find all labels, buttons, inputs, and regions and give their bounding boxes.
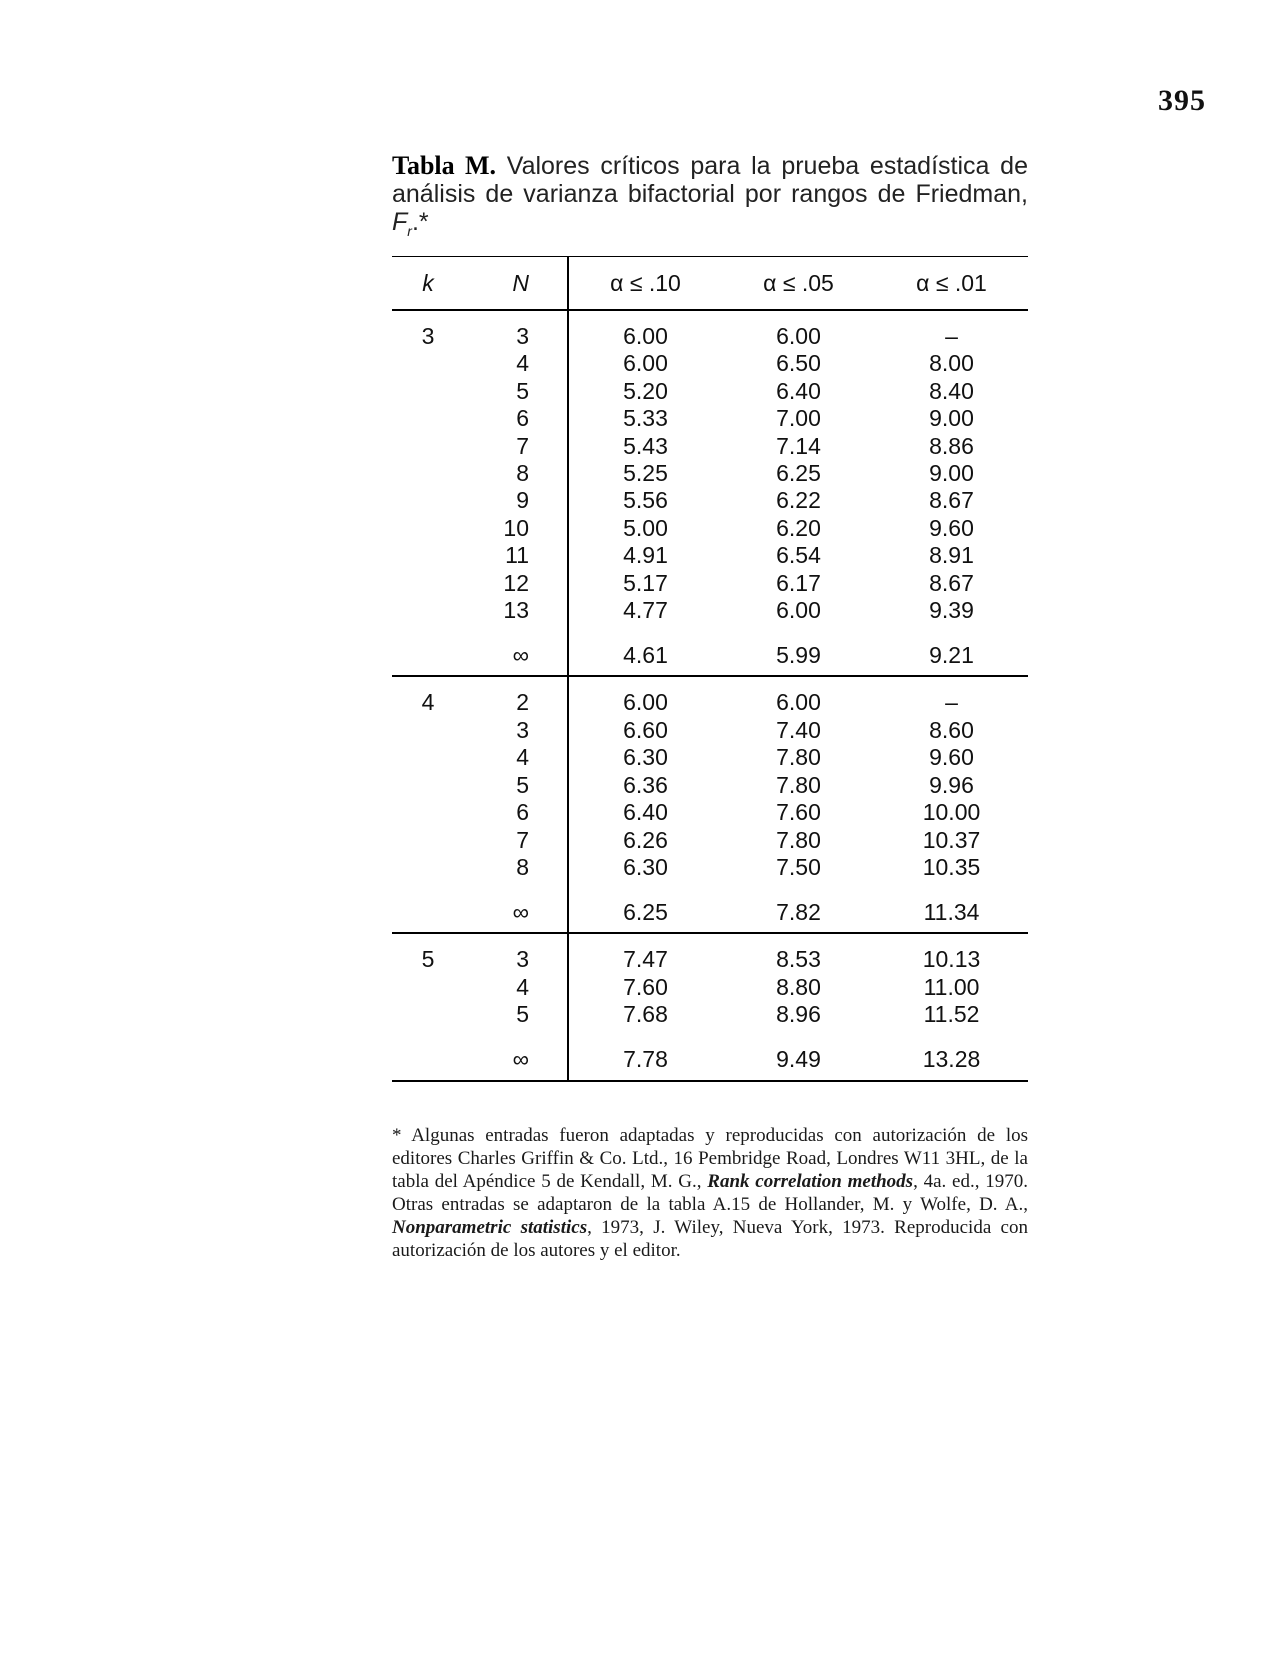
- table-row: [392, 597, 1028, 624]
- cell-k: [392, 405, 464, 432]
- cell-alpha-05: 6.54: [776, 542, 821, 569]
- cell-k: 4: [421, 689, 435, 716]
- cell-alpha-05: 5.99: [722, 624, 875, 676]
- header-alpha-10: α ≤ .10: [568, 257, 722, 311]
- cell-alpha-05: 7.80: [776, 744, 821, 771]
- cell-alpha-01: 11.52: [923, 1001, 980, 1028]
- cell-alpha-10: 6.00: [623, 689, 668, 716]
- table-row: [392, 799, 1028, 826]
- cell-alpha-01: 9.60: [929, 744, 974, 771]
- table-row: [392, 974, 1028, 1001]
- cell-alpha-05: 7.00: [776, 405, 821, 432]
- cell-alpha-10: 6.25: [568, 881, 722, 933]
- cell-k: [392, 974, 464, 1001]
- cell-alpha-10: 5.20: [623, 377, 668, 404]
- caption-marker: .*: [411, 208, 429, 236]
- cell-k: [392, 515, 464, 542]
- cell-k: [392, 624, 464, 676]
- page-number: 395: [1158, 84, 1206, 117]
- cell-k: 3: [421, 323, 435, 349]
- cell-k: [392, 772, 464, 799]
- cell-alpha-01: 10.13: [922, 946, 981, 973]
- footnote: [392, 1124, 1028, 1262]
- cell-alpha-01: 9.39: [929, 597, 974, 624]
- footnote-title-1: Rank correlation methods: [707, 1171, 914, 1192]
- table-row: [392, 378, 1028, 405]
- cell-n: ∞: [464, 1029, 568, 1081]
- cell-k: 5: [421, 946, 435, 973]
- cell-alpha-05: 6.17: [776, 569, 821, 596]
- cell-alpha-05: 7.40: [776, 716, 821, 743]
- table-row: [392, 1001, 1028, 1028]
- cell-alpha-05: 7.80: [776, 771, 821, 798]
- cell-alpha-05: 6.00: [776, 323, 821, 349]
- cell-alpha-10: 5.43: [623, 432, 668, 459]
- cell-alpha-01: 9.21: [875, 624, 1028, 676]
- cell-alpha-05: 6.00: [776, 689, 821, 716]
- cell-n: 5: [464, 378, 568, 405]
- cell-k: [392, 597, 464, 624]
- cell-alpha-05: 6.25: [776, 460, 821, 487]
- cell-n: 5: [464, 772, 568, 799]
- cell-alpha-10: 5.33: [623, 405, 668, 432]
- table-row: [392, 717, 1028, 744]
- cell-alpha-01: 8.00: [929, 350, 974, 377]
- cell-n: 13: [464, 597, 568, 624]
- cell-alpha-05: 6.00: [776, 597, 821, 624]
- cell-alpha-10: 4.77: [623, 597, 668, 624]
- table-body: [392, 310, 1028, 1081]
- cell-k: [392, 542, 464, 569]
- cell-alpha-10: 5.25: [623, 460, 668, 487]
- header-n: N: [464, 257, 568, 311]
- cell-n: ∞: [464, 624, 568, 676]
- cell-n: 7: [464, 433, 568, 460]
- cell-n: 8: [464, 460, 568, 487]
- cell-alpha-05: 8.80: [776, 973, 821, 1000]
- cell-k: [392, 744, 464, 771]
- table-row: [392, 570, 1028, 597]
- cell-alpha-05: 8.53: [776, 946, 821, 973]
- cell-alpha-01: 10.37: [922, 826, 981, 853]
- cell-k: [392, 378, 464, 405]
- cell-n: 3: [464, 933, 568, 973]
- table-row: [392, 460, 1028, 487]
- cell-alpha-10: 7.47: [623, 946, 668, 973]
- table-row: [392, 433, 1028, 460]
- table-header-row: [392, 257, 1028, 311]
- cell-alpha-10: 6.36: [623, 771, 668, 798]
- cell-alpha-10: 6.40: [623, 799, 668, 826]
- table-row-infinity: [392, 1029, 1028, 1081]
- table-row: [392, 854, 1028, 881]
- cell-alpha-01: 8.67: [929, 569, 974, 596]
- table-row: [392, 827, 1028, 854]
- cell-alpha-05: 6.50: [776, 350, 821, 377]
- cell-alpha-10: 6.00: [623, 323, 668, 349]
- cell-alpha-10: 4.91: [623, 542, 668, 569]
- header-alpha-05: α ≤ .05: [722, 257, 875, 311]
- cell-alpha-01: 8.91: [929, 542, 974, 569]
- cell-alpha-10: 6.00: [623, 350, 668, 377]
- cell-alpha-10: 7.68: [623, 1001, 668, 1028]
- cell-k: [392, 350, 464, 377]
- cell-n: 6: [464, 799, 568, 826]
- cell-n: ∞: [464, 881, 568, 933]
- cell-k: [392, 827, 464, 854]
- cell-k: [392, 854, 464, 881]
- cell-n: 10: [464, 515, 568, 542]
- cell-n: 6: [464, 405, 568, 432]
- footnote-title-2: Nonparametric statistics: [392, 1217, 588, 1238]
- cell-n: 3: [464, 310, 568, 350]
- caption-label: Tabla M.: [392, 151, 496, 180]
- header-k: k: [392, 257, 464, 311]
- table-row: [392, 676, 1028, 716]
- cell-k: [392, 799, 464, 826]
- cell-alpha-01: 13.28: [875, 1029, 1028, 1081]
- cell-n: 5: [464, 1001, 568, 1028]
- cell-alpha-10: 7.78: [568, 1029, 722, 1081]
- cell-n: 11: [464, 542, 568, 569]
- cell-k: [392, 460, 464, 487]
- cell-k: [392, 433, 464, 460]
- cell-k: [392, 487, 464, 514]
- table-row: [392, 515, 1028, 542]
- cell-alpha-10: 4.61: [568, 624, 722, 676]
- cell-alpha-01: 8.86: [929, 432, 974, 459]
- cell-alpha-10: 5.17: [623, 569, 668, 596]
- cell-alpha-01: –: [945, 323, 958, 349]
- cell-k: [392, 570, 464, 597]
- table-row-infinity: [392, 881, 1028, 933]
- cell-alpha-01: 11.00: [923, 973, 980, 1000]
- table-row: [392, 350, 1028, 377]
- table-caption: [392, 152, 1028, 245]
- cell-alpha-05: 7.50: [776, 853, 821, 880]
- cell-alpha-10: 6.60: [623, 716, 668, 743]
- cell-alpha-01: 11.34: [875, 881, 1028, 933]
- table-row: [392, 772, 1028, 799]
- cell-alpha-01: 8.67: [929, 487, 974, 514]
- cell-n: 4: [464, 350, 568, 377]
- cell-alpha-10: 7.60: [623, 973, 668, 1000]
- table-row: [392, 405, 1028, 432]
- footnote-part-2: , 4a. ed., 1970. Otras entradas se adaptaron de la tabla A.15 de Hollander, M. y Wolfe, D. A.,: [392, 1171, 1028, 1215]
- cell-k: [392, 717, 464, 744]
- cell-n: 12: [464, 570, 568, 597]
- cell-alpha-05: 9.49: [722, 1029, 875, 1081]
- cell-n: 2: [464, 676, 568, 716]
- cell-k: [392, 1029, 464, 1081]
- cell-alpha-01: 9.00: [929, 405, 974, 432]
- cell-n: 8: [464, 854, 568, 881]
- cell-alpha-01: 10.35: [922, 853, 981, 880]
- table-row: [392, 487, 1028, 514]
- cell-alpha-01: 8.40: [929, 377, 974, 404]
- table-row: [392, 310, 1028, 350]
- table-row: [392, 542, 1028, 569]
- cell-alpha-05: 8.96: [776, 1001, 821, 1028]
- cell-alpha-01: 8.60: [929, 716, 974, 743]
- cell-n: 4: [464, 744, 568, 771]
- cell-alpha-01: –: [945, 689, 958, 716]
- cell-alpha-05: 6.40: [776, 377, 821, 404]
- cell-alpha-10: 5.00: [623, 514, 668, 541]
- cell-alpha-01: 9.00: [929, 460, 974, 487]
- caption-symbol: $F_r$: [392, 208, 412, 239]
- footnote-part-1: * Algunas entradas fueron adaptadas y reproducidas con autorización de los editores Charles Griffin & Co. Ltd., 16 Pembridge Road, Londres W11 3HL, de la tabla del Apéndice 5 de Kendall, M. G.,: [392, 1125, 1028, 1192]
- cell-n: 7: [464, 827, 568, 854]
- cell-alpha-05: 6.22: [776, 487, 821, 514]
- cell-k: [392, 881, 464, 933]
- caption-text: Valores críticos para la prueba estadística de análisis de varianza bifactorial por rangos de Friedman,: [392, 152, 1028, 208]
- cell-alpha-10: 6.30: [623, 744, 668, 771]
- table-row: [392, 933, 1028, 973]
- cell-alpha-01: 9.60: [929, 514, 974, 541]
- cell-alpha-05: 7.82: [722, 881, 875, 933]
- critical-values-table: [392, 256, 1028, 1082]
- cell-n: 4: [464, 974, 568, 1001]
- cell-n: 3: [464, 717, 568, 744]
- cell-alpha-10: 6.26: [623, 826, 668, 853]
- cell-alpha-05: 6.20: [776, 514, 821, 541]
- header-alpha-01: α ≤ .01: [875, 257, 1028, 311]
- cell-n: 9: [464, 487, 568, 514]
- cell-alpha-05: 7.14: [776, 432, 821, 459]
- cell-alpha-01: 10.00: [922, 799, 981, 826]
- table-row-infinity: [392, 624, 1028, 676]
- table-row: [392, 744, 1028, 771]
- cell-alpha-10: 6.30: [623, 853, 668, 880]
- cell-alpha-10: 5.56: [623, 487, 668, 514]
- cell-alpha-01: 9.96: [929, 771, 974, 798]
- cell-alpha-05: 7.60: [776, 799, 821, 826]
- cell-alpha-05: 7.80: [776, 826, 821, 853]
- footnote-part-3: , 1973, J. Wiley, Nueva York, 1973. Reproducida con autorización de los autores y el editor.: [392, 1217, 1028, 1261]
- cell-k: [392, 1001, 464, 1028]
